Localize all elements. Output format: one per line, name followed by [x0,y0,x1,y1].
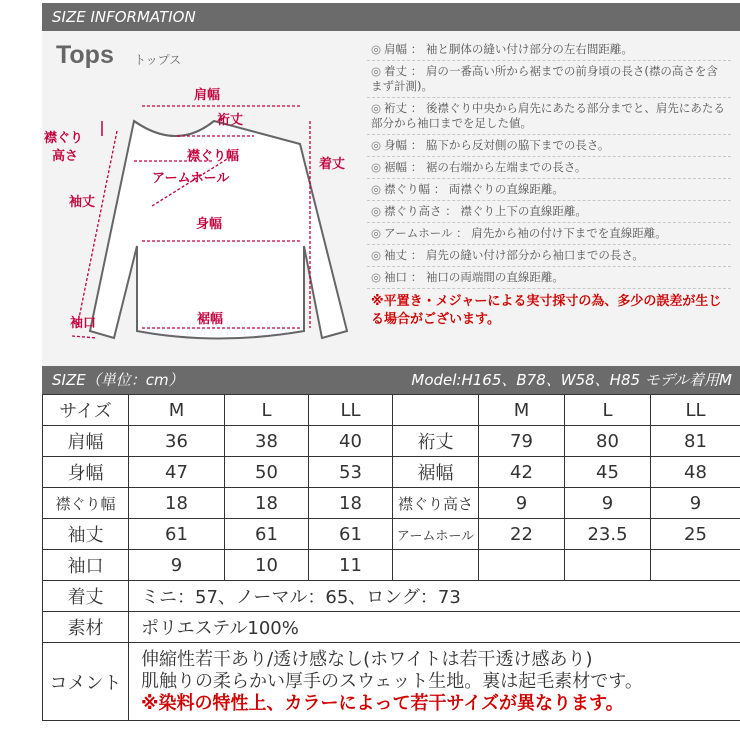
cell: 11 [309,550,393,581]
note-item: ◎ 裾幅 ： 裾の右端から左端までの長さ。 [367,157,731,179]
cell: 9 [565,488,651,519]
label-susohaba: 裾幅 [197,312,224,327]
cell: 79 [479,426,565,457]
cell [479,550,565,581]
row-label: 袖丈 [43,519,129,550]
table-row [43,519,740,550]
cell: 61 [225,519,309,550]
cell: 45 [565,457,651,488]
cell: 25 [651,519,740,550]
label-takasa: 高さ [52,149,79,164]
cell: 61 [129,519,225,550]
measurement-warning: ※平置き・メジャーによる実寸採寸の為、多少の誤差が生じる場合がございます。 [371,294,722,327]
note-item: ◎ 着丈 ： 肩の一番高い所から裾までの前身頃の長さ(襟の高さを含まず計測)。 [367,61,731,98]
size-col-l: L [225,395,309,426]
size-col-ll: LL [651,395,740,426]
table-row [43,550,740,581]
size-table-header [42,366,740,394]
cell: 50 [225,457,309,488]
comment-line: 肌触りの柔らかい厚手のスウェット生地。裏は起毛素材です。 [141,670,643,692]
note-item: ◎ 身幅 ： 脇下から反対側の脇下までの長さ。 [367,135,731,157]
note-item: ◎ 襟ぐり幅 ： 両襟ぐりの直線距離。 [367,179,731,201]
label-mihaba: 身幅 [196,217,223,232]
label-katahaba: 肩幅 [194,88,221,103]
label-kitake: 着丈 [319,157,346,172]
row-label: 袖口 [43,550,129,581]
row-label: 襟ぐり高さ [393,488,479,519]
note-item: ◎ 襟ぐり高さ ： 襟ぐり上下の直線距離。 [367,201,731,223]
size-col-ll: LL [309,395,393,426]
cell: 23.5 [565,519,651,550]
sodeguchi-line [72,336,97,338]
note-item: ◎ 袖丈 ： 肩先の縫い付け部分から袖口までの長さ。 [367,245,731,267]
cell [651,550,740,581]
cell: 53 [309,457,393,488]
row-label: 裾幅 [393,457,479,488]
table-row [43,457,740,488]
comment-warning: ※染料の特性上、カラーによって若干サイズが異なります。 [141,692,624,714]
label-erigurihaba: 襟ぐり幅 [187,149,240,164]
cell: 18 [225,488,309,519]
model-info: Model:H165、B78、W58、H85 モデル着用M [411,371,732,389]
diagram-panel [42,31,740,366]
kitake-label: 着丈 [43,581,129,612]
label-sodetake: 袖丈 [69,195,96,210]
material-label: 素材 [43,612,129,643]
cell: 48 [651,457,740,488]
label-armhole: アームホール [152,171,230,186]
cell: 22 [479,519,565,550]
header-title: SIZE INFORMATION [52,8,196,26]
cell: 40 [309,426,393,457]
size-unit-label: SIZE（単位：cm） [52,371,184,389]
note-item: ◎ アームホール ： 肩先から袖の付け下までを直線距離。 [367,223,731,245]
table-row [43,488,740,519]
size-head-blank [393,395,479,426]
size-col-m: M [479,395,565,426]
cell: 9 [651,488,740,519]
table-row [43,426,740,457]
cell: 81 [651,426,740,457]
notes-list [367,39,731,333]
comment-value [129,643,740,721]
cell [565,550,651,581]
cell: 61 [309,519,393,550]
size-col-l: L [565,395,651,426]
cell: 9 [479,488,565,519]
table-row [43,581,740,612]
cell: 38 [225,426,309,457]
row-label [393,550,479,581]
comment-line: 伸縮性若干あり/透け感なし(ホワイトは若干透け感あり) [141,648,593,670]
tops-subtitle: トップス [134,53,182,67]
size-table [42,394,740,721]
material-value: ポリエステル100% [129,612,740,643]
row-label: 裄丈 [393,426,479,457]
cell: 9 [129,550,225,581]
cell: 80 [565,426,651,457]
cell: 18 [309,488,393,519]
kitake-value: ミニ：57、ノーマル：65、ロング：73 [129,581,740,612]
row-label: 身幅 [43,457,129,488]
size-head-label: サイズ [43,395,129,426]
cell: 10 [225,550,309,581]
note-item: ◎ 肩幅 ： 袖と胴体の縫い付け部分の左右間距離。 [367,39,731,61]
table-row [43,643,740,721]
cell: 36 [129,426,225,457]
comment-label: コメント [43,643,129,721]
table-row [43,612,740,643]
table-row [43,395,740,426]
cell: 18 [129,488,225,519]
row-label: 襟ぐり幅 [43,488,129,519]
cell: 42 [479,457,565,488]
size-information-header [42,3,740,31]
label-yukitake: 裄丈 [217,113,244,128]
size-col-m: M [129,395,225,426]
label-eriguri: 襟ぐり [44,131,84,146]
note-item: ◎ 裄丈 ： 後襟ぐり中央から肩先にあたる部分までと、肩先にあたる部分から袖口までを足した値。 [367,98,731,135]
label-sodeguchi: 袖口 [70,316,97,331]
note-item: ◎ 袖口 ： 袖口の両端間の直線距離。 [367,267,731,289]
row-label: アームホール [393,519,479,550]
row-label: 肩幅 [43,426,129,457]
tops-title: Tops [56,41,114,69]
cell: 47 [129,457,225,488]
